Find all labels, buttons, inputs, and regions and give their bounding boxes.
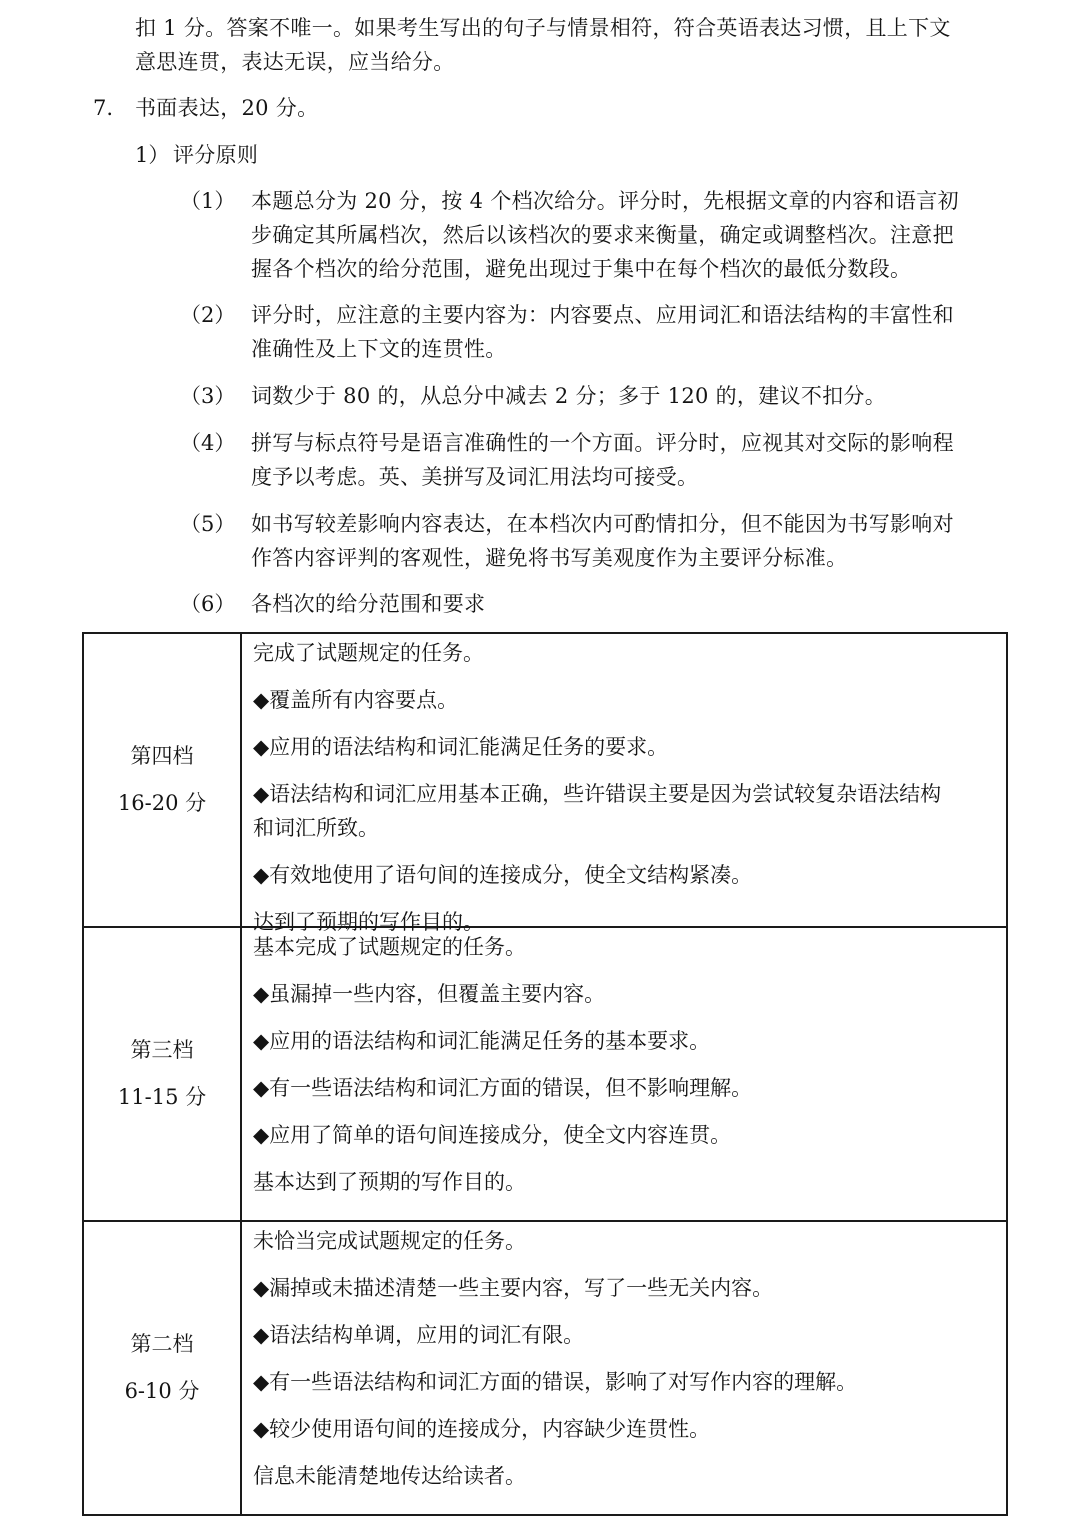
rule-number: （1） <box>180 189 236 213</box>
requirement-line: ◆语法结构单调，应用的词汇有限。 <box>253 1323 585 1347</box>
requirement-line: ◆漏掉或未描述清楚一些主要内容，写了一些无关内容。 <box>253 1276 774 1300</box>
requirement-line: ◆有一些语法结构和词汇方面的错误，影响了对写作内容的理解。 <box>253 1370 858 1394</box>
rule-text-line: 度予以考虑。英、美拼写及词汇用法均可接受。 <box>251 465 699 489</box>
level-name: 第四档 <box>130 744 194 768</box>
section-number: 7. <box>93 96 114 120</box>
requirement-line: 基本达到了预期的写作目的。 <box>253 1170 526 1194</box>
rule-text-line: 本题总分为 20 分，按 4 个档次给分。评分时，先根据文章的内容和语言初 <box>251 189 959 213</box>
rule-number: （2） <box>180 303 236 327</box>
subsection-title: 评分原则 <box>173 143 259 167</box>
rule-text-line: 拼写与标点符号是语言准确性的一个方面。评分时，应视其对交际的影响程 <box>251 431 954 455</box>
requirement-line: ◆应用的语法结构和词汇能满足任务的要求。 <box>253 735 669 759</box>
level-cell <box>83 633 241 927</box>
level-score-range: 6-10 分 <box>124 1379 200 1403</box>
requirement-line: ◆覆盖所有内容要点。 <box>253 688 459 712</box>
requirement-line: ◆应用的语法结构和词汇能满足任务的基本要求。 <box>253 1029 711 1053</box>
grading-rubric-table <box>82 632 1008 1516</box>
level-cell <box>83 1221 241 1515</box>
requirement-line: ◆较少使用语句间的连接成分，内容缺少连贯性。 <box>253 1417 711 1441</box>
requirements-cell <box>241 633 1007 934</box>
level-score-range: 16-20 分 <box>117 791 207 815</box>
rule-number: （3） <box>180 384 236 408</box>
requirement-line: 达到了预期的写作目的。 <box>253 910 484 934</box>
rule-text-line: 如书写较差影响内容表达，在本档次内可酌情扣分，但不能因为书写影响对 <box>251 512 954 536</box>
level-score-range: 11-15 分 <box>117 1085 207 1109</box>
rule-number: （4） <box>180 431 236 455</box>
rule-text-line: 各档次的给分范围和要求 <box>251 592 486 616</box>
intro-line-2: 意思连贯，表达无误，应当给分。 <box>135 50 455 74</box>
rule-text-line: 词数少于 80 的，从总分中减去 2 分；多于 120 的，建议不扣分。 <box>251 384 887 408</box>
table-row <box>83 633 1007 927</box>
requirement-line: ◆应用了简单的语句间连接成分，使全文内容连贯。 <box>253 1123 732 1147</box>
level-name: 第三档 <box>130 1038 194 1062</box>
table-row <box>83 927 1007 1221</box>
requirement-line: 和词汇所致。 <box>253 816 379 840</box>
requirement-line: ◆有效地使用了语句间的连接成分，使全文结构紧凑。 <box>253 863 753 887</box>
requirement-line: ◆虽漏掉一些内容，但覆盖主要内容。 <box>253 982 606 1006</box>
requirements-cell <box>241 927 1007 1221</box>
requirement-line: 未恰当完成试题规定的任务。 <box>253 1229 526 1253</box>
requirement-line: 完成了试题规定的任务。 <box>253 641 484 665</box>
requirements-cell <box>241 1221 1007 1515</box>
intro-line-1: 扣 1 分。答案不唯一。如果考生写出的句子与情景相符，符合英语表达习惯，且上下文 <box>135 16 951 40</box>
rule-text-line: 作答内容评判的客观性，避免将书写美观度作为主要评分标准。 <box>251 546 848 570</box>
rule-number: （6） <box>180 592 236 616</box>
requirement-line: ◆有一些语法结构和词汇方面的错误，但不影响理解。 <box>253 1076 753 1100</box>
rule-text-line: 评分时，应注意的主要内容为：内容要点、应用词汇和语法结构的丰富性和 <box>251 303 954 327</box>
requirement-line: 基本完成了试题规定的任务。 <box>253 935 526 959</box>
rule-text-line: 步确定其所属档次，然后以该档次的要求来衡量，确定或调整档次。注意把 <box>251 223 954 247</box>
rule-text-line: 准确性及上下文的连贯性。 <box>251 337 507 361</box>
subsection-number: 1） <box>135 143 170 167</box>
section-title: 书面表达，20 分。 <box>135 96 319 120</box>
requirement-line: ◆语法结构和词汇应用基本正确，些许错误主要是因为尝试较复杂语法结构 <box>253 782 942 806</box>
rule-number: （5） <box>180 512 236 536</box>
table-row <box>83 1221 1007 1515</box>
requirement-line: 信息未能清楚地传达给读者。 <box>253 1464 526 1488</box>
rule-text-line: 握各个档次的给分范围，避免出现过于集中在每个档次的最低分数段。 <box>251 257 912 281</box>
level-name: 第二档 <box>130 1332 194 1356</box>
level-cell <box>83 927 241 1221</box>
